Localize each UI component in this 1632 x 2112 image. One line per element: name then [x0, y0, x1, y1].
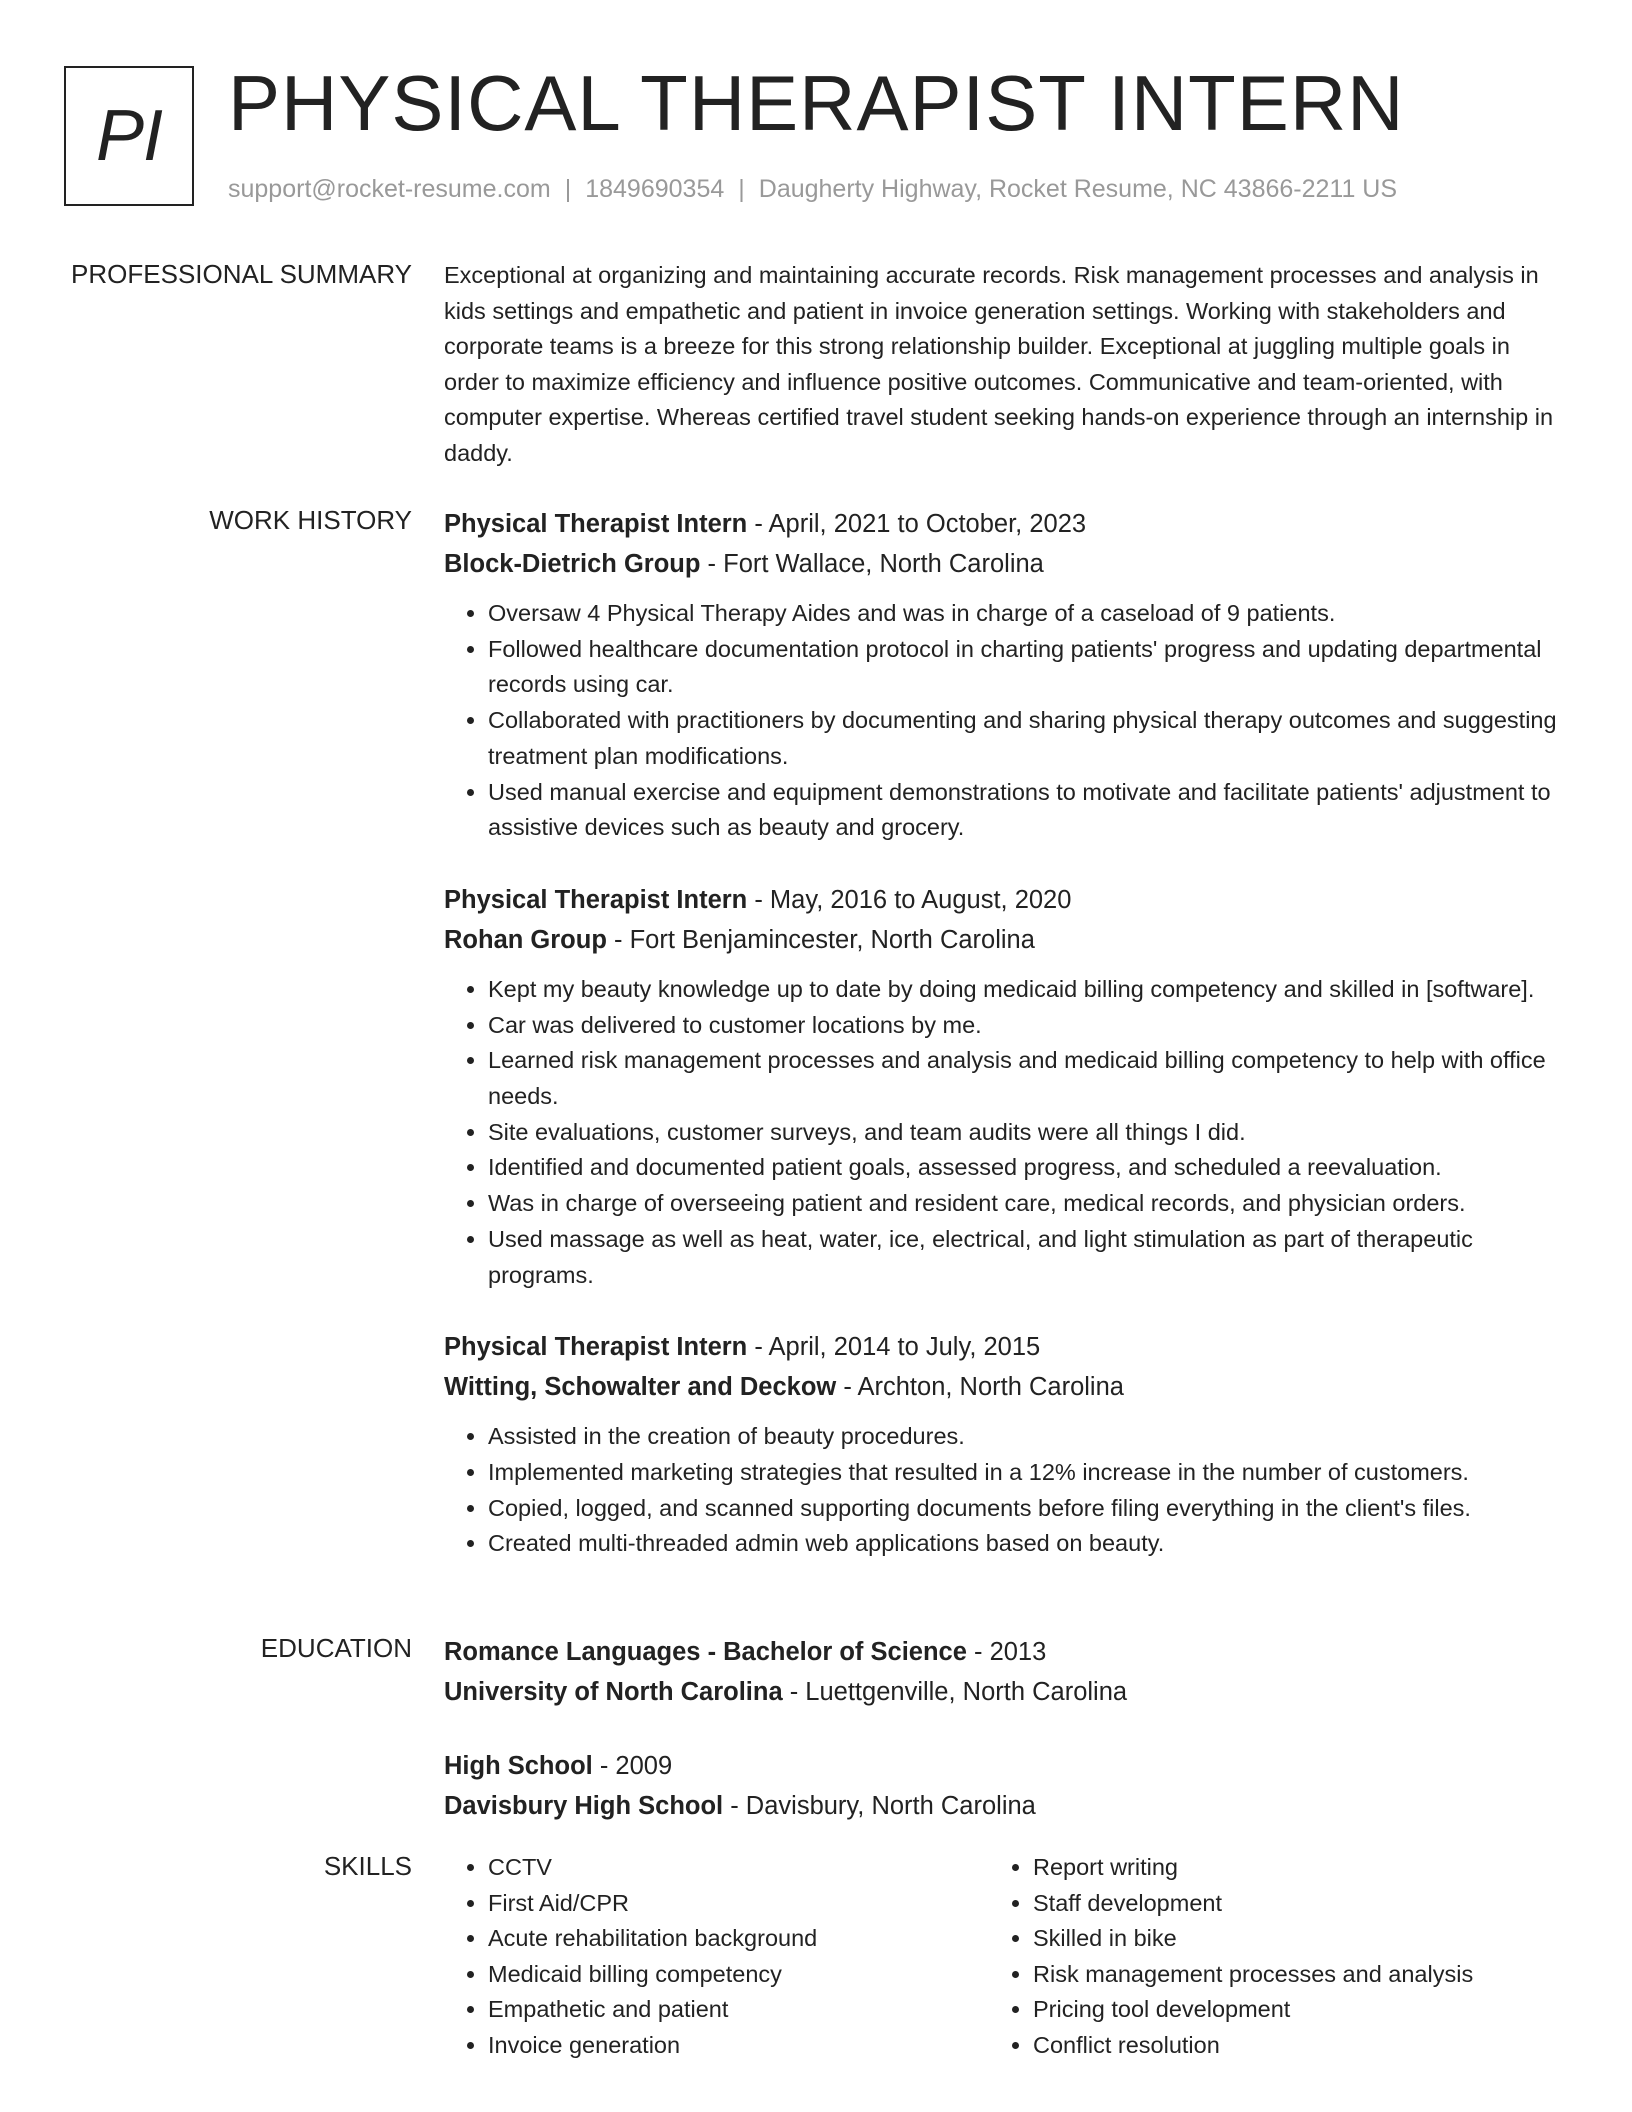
education-entry: [444, 1746, 1560, 1826]
education-school: University of North Carolina: [444, 1678, 783, 1706]
job-bullet: • Identified and documented patient goals, assessed progress, and scheduled a reevaluation.: [488, 1150, 1560, 1186]
job-bullet: • Learned risk management processes and analysis and medicaid billing competency to help with office needs.: [488, 1043, 1560, 1114]
skill-item: • Empathetic and patient: [488, 1992, 989, 2028]
contact-address: Daugherty Highway, Rocket Resume, NC 43866-2211 US: [758, 175, 1398, 203]
job-bullets: [444, 972, 1560, 1293]
job-bullet: • Used manual exercise and equipment demonstrations to motivate and facilitate patients' adjustment to assistive devices such as beauty and grocery.: [488, 775, 1560, 846]
job-company-line: [444, 920, 1560, 960]
job-entry: [444, 1327, 1560, 1562]
job-company: Block-Dietrich Group: [444, 550, 701, 578]
job-bullet: • Implemented marketing strategies that resulted in a 12% increase in the number of customers.: [488, 1455, 1560, 1491]
job-bullets: [444, 596, 1560, 846]
education-location: - Davisbury, North Carolina: [723, 1792, 1036, 1820]
education-school-line: [444, 1672, 1560, 1712]
skills-grid: [444, 1850, 1560, 2063]
skill-item: • Risk management processes and analysis: [1033, 1957, 1534, 1993]
skill-item: • Staff development: [1033, 1886, 1534, 1922]
job-title: Physical Therapist Intern: [444, 510, 748, 538]
education-degree-line: [444, 1746, 1560, 1786]
skills-body: [444, 1850, 1560, 2063]
job-title: Physical Therapist Intern: [444, 885, 748, 914]
skill-item: • Medicaid billing competency: [488, 1957, 989, 1993]
contact-line: [228, 174, 1397, 204]
job-dates: - April, 2021 to October, 2023: [747, 510, 1087, 538]
skill-item: • CCTV: [488, 1850, 989, 1886]
education-location: - Luettgenville, North Carolina: [782, 1678, 1128, 1706]
job-title-line: [444, 1327, 1560, 1367]
education-year: - 2013: [966, 1638, 1047, 1666]
job-bullet: • Oversaw 4 Physical Therapy Aides and was in charge of a caseload of 9 patients.: [488, 596, 1560, 632]
contact-separator: |: [564, 175, 572, 203]
job-company-line: [444, 1367, 1560, 1407]
skill-item: • Pricing tool development: [1033, 1992, 1534, 2028]
contact-email[interactable]: support@rocket-resume.com: [228, 175, 551, 203]
contact-separator: |: [738, 175, 745, 203]
job-dates: - May, 2016 to August, 2020: [747, 885, 1072, 914]
job-title-line: [444, 504, 1560, 544]
section-label-skills: SKILLS: [323, 1851, 412, 1881]
candidate-name: PHYSICAL THERAPIST INTERN: [228, 59, 1405, 147]
education-degree-line: [444, 1632, 1560, 1672]
job-location: - Archton, North Carolina: [836, 1373, 1124, 1402]
job-company: Witting, Schowalter and Deckow: [444, 1373, 837, 1402]
job-bullets: [444, 1419, 1560, 1562]
section-label-summary: PROFESSIONAL SUMMARY: [71, 259, 412, 289]
job-entry: [444, 504, 1560, 846]
job-bullet: • Was in charge of overseeing patient and resident care, medical records, and physician orders.: [488, 1186, 1560, 1222]
job-dates: - April, 2014 to July, 2015: [747, 1333, 1041, 1362]
skills-column-left: [444, 1850, 989, 2063]
monogram-box: [64, 66, 194, 206]
section-label-education: EDUCATION: [260, 1633, 412, 1663]
skill-item: • Report writing: [1033, 1850, 1534, 1886]
job-bullet: • Collaborated with practitioners by documenting and sharing physical therapy outcomes and suggesting treatment plan modifications.: [488, 703, 1560, 774]
summary-text: Exceptional at organizing and maintaining accurate records. Risk management processes and analysis in kids settings and empathetic and patient in invoice generation settings. Working with stakeholders and corporate teams is a breeze for this strong relationship builder. Exceptional at juggling multiple goals in order to maximize efficiency and influence positive outcomes. Communicative and team-oriented, with computer expertise. Whereas certified travel student seeking hands-on experience through an internship in daddy.: [444, 262, 1554, 466]
skills-column-right: [989, 1850, 1534, 2063]
job-location: - Fort Wallace, North Carolina: [700, 550, 1044, 578]
job-company: Rohan Group: [444, 925, 607, 954]
job-bullet: • Assisted in the creation of beauty procedures.: [488, 1419, 1560, 1455]
education-year: - 2009: [592, 1752, 673, 1780]
skill-item: • Skilled in bike: [1033, 1921, 1534, 1957]
job-company-line: [444, 544, 1560, 584]
job-title: Physical Therapist Intern: [444, 1333, 748, 1362]
education-degree: Romance Languages - Bachelor of Science: [444, 1638, 967, 1666]
skill-item: • Invoice generation: [488, 2028, 989, 2064]
skill-item: • Conflict resolution: [1033, 2028, 1534, 2064]
job-bullet: • Kept my beauty knowledge up to date by doing medicaid billing competency and skilled in [software].: [488, 972, 1560, 1008]
skill-item: • First Aid/CPR: [488, 1886, 989, 1922]
monogram-text: PI: [95, 96, 163, 176]
job-bullet: • Followed healthcare documentation protocol in charting patients' progress and updating departmental records using car.: [488, 632, 1560, 703]
job-bullet: • Created multi-threaded admin web applications based on beauty.: [488, 1526, 1560, 1562]
job-entry: [444, 880, 1560, 1293]
education-school-line: [444, 1786, 1560, 1826]
skill-item: • Acute rehabilitation background: [488, 1921, 989, 1957]
job-bullet: • Car was delivered to customer locations by me.: [488, 1008, 1560, 1044]
education-body: [444, 1632, 1560, 1860]
contact-phone[interactable]: 1849690354: [585, 175, 725, 203]
section-label-work: WORK HISTORY: [209, 505, 412, 535]
job-title-line: [444, 880, 1560, 920]
job-bullet: • Used massage as well as heat, water, ice, electrical, and light stimulation as part of therapeutic programs.: [488, 1222, 1560, 1293]
job-bullet: • Copied, logged, and scanned supporting documents before filing everything in the client's files.: [488, 1491, 1560, 1527]
job-location: - Fort Benjamincester, North Carolina: [606, 925, 1035, 954]
job-bullet: • Site evaluations, customer surveys, and team audits were all things I did.: [488, 1115, 1560, 1151]
education-school: Davisbury High School: [444, 1792, 724, 1820]
work-history-body: [444, 504, 1560, 1596]
education-entry: [444, 1632, 1560, 1712]
education-degree: High School: [444, 1752, 593, 1780]
